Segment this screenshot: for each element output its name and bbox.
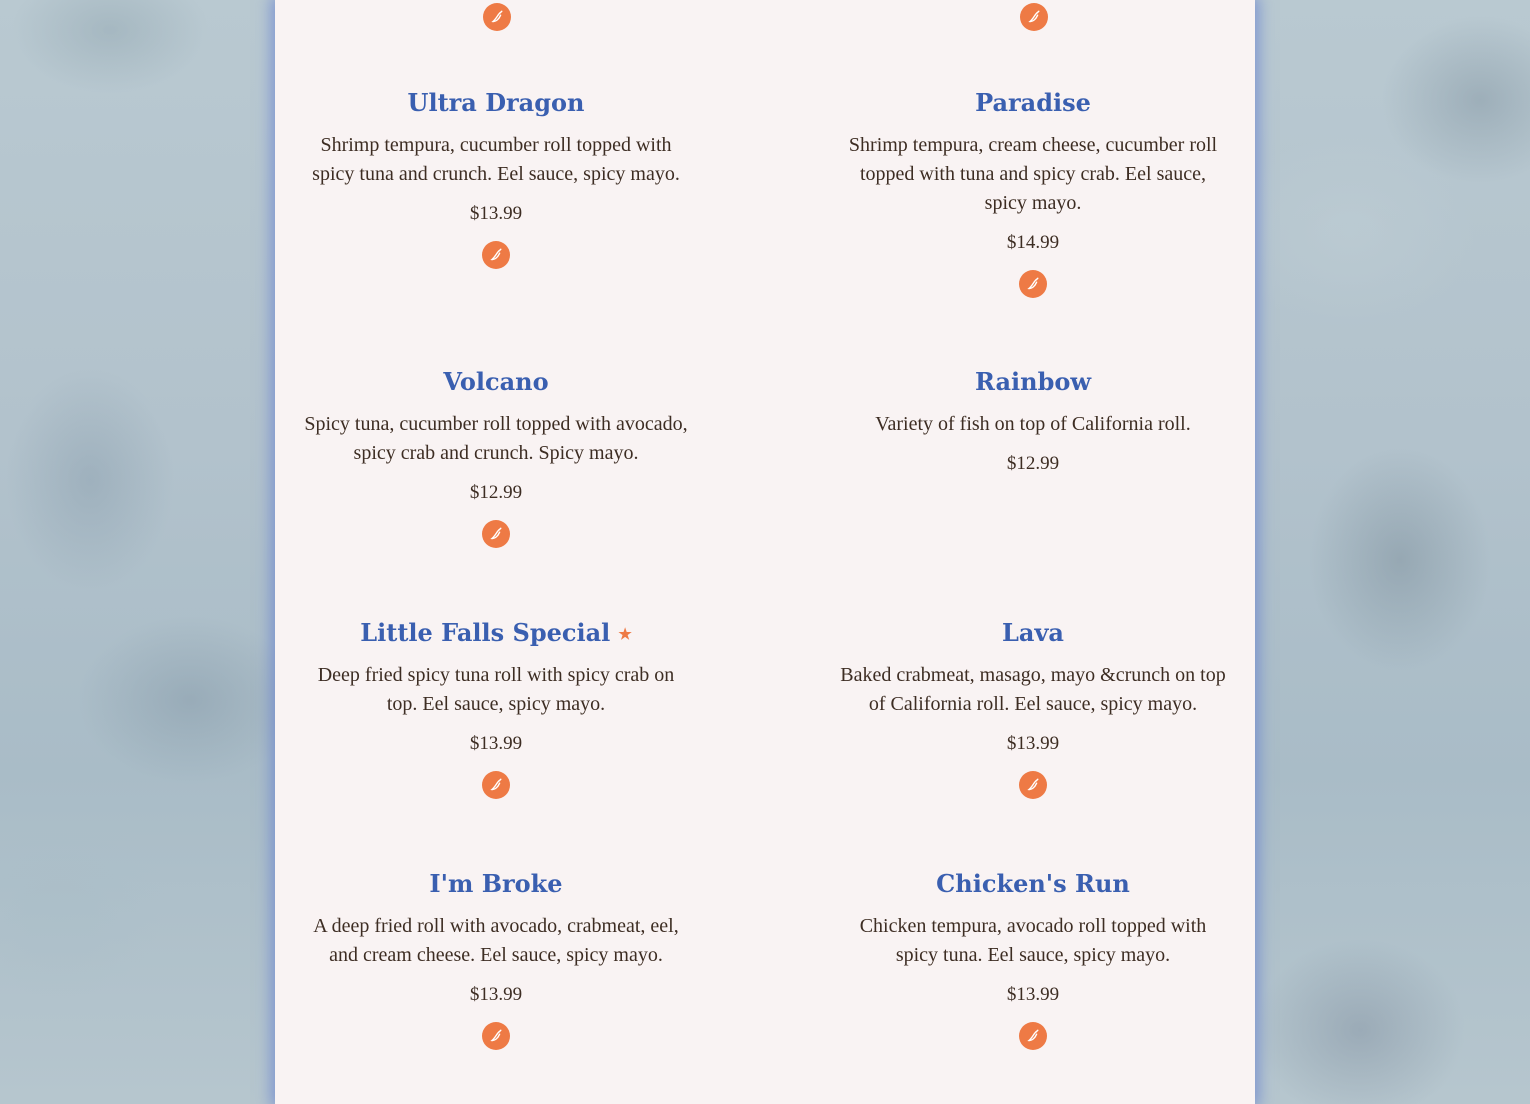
item-description: Spicy tuna, cucumber roll topped with avocado, spicy crab and crunch. Spicy mayo. [304,413,688,464]
menu-item [301,87,691,269]
chili-pepper-icon [482,520,510,548]
item-name-text: Little Falls Special [360,618,611,647]
chili-pepper-icon [482,771,510,799]
chili-pepper-icon [1019,1022,1047,1050]
item-name: Volcano [443,367,549,396]
menu-item [838,868,1228,1050]
item-name: I'm Broke [429,869,563,898]
menu-item [301,617,691,799]
star-icon: ★ [618,625,632,643]
item-price: $12.99 [469,482,523,503]
item-name: Lava [1002,618,1064,647]
item-price: $13.99 [469,984,523,1005]
menu-panel [275,0,1255,1104]
item-price: $13.99 [1006,733,1060,754]
item-price: $13.99 [469,733,523,754]
chili-pepper-icon [1019,270,1047,298]
item-price: $14.99 [1006,232,1060,253]
item-name [301,617,691,649]
menu-item [838,617,1228,799]
menu-item [838,366,1228,475]
item-description: Variety of fish on top of California roll. [875,413,1191,435]
item-name: Rainbow [974,367,1092,396]
item-description: Shrimp tempura, cucumber roll topped with spicy tuna and crunch. Eel sauce, spicy mayo. [312,134,680,185]
item-description: Chicken tempura, avocado roll topped with spicy tuna. Eel sauce, spicy mayo. [859,915,1207,966]
menu-item [301,868,691,1050]
menu-item [301,366,691,548]
chili-pepper-icon [483,3,511,31]
item-description: Shrimp tempura, cream cheese, cucumber roll topped with tuna and spicy crab. Eel sauce, spicy mayo. [848,134,1218,214]
item-description: Deep fried spicy tuna roll with spicy crab on top. Eel sauce, spicy mayo. [317,664,675,715]
item-name: Ultra Dragon [407,88,585,117]
item-name: Chicken's Run [936,869,1130,898]
item-price: $12.99 [1006,453,1060,474]
menu-item [838,87,1228,298]
item-price: $13.99 [1006,984,1060,1005]
item-name: Paradise [975,88,1091,117]
chili-pepper-icon [1019,771,1047,799]
item-description: Baked crabmeat, masago, mayo &crunch on top of California roll. Eel sauce, spicy mayo. [840,664,1226,715]
item-price: $13.99 [469,203,523,224]
item-description: A deep fried roll with avocado, crabmeat, eel, and cream cheese. Eel sauce, spicy mayo. [313,915,679,966]
chili-pepper-icon [482,1022,510,1050]
chili-pepper-icon [482,241,510,269]
chili-pepper-icon [1020,3,1048,31]
